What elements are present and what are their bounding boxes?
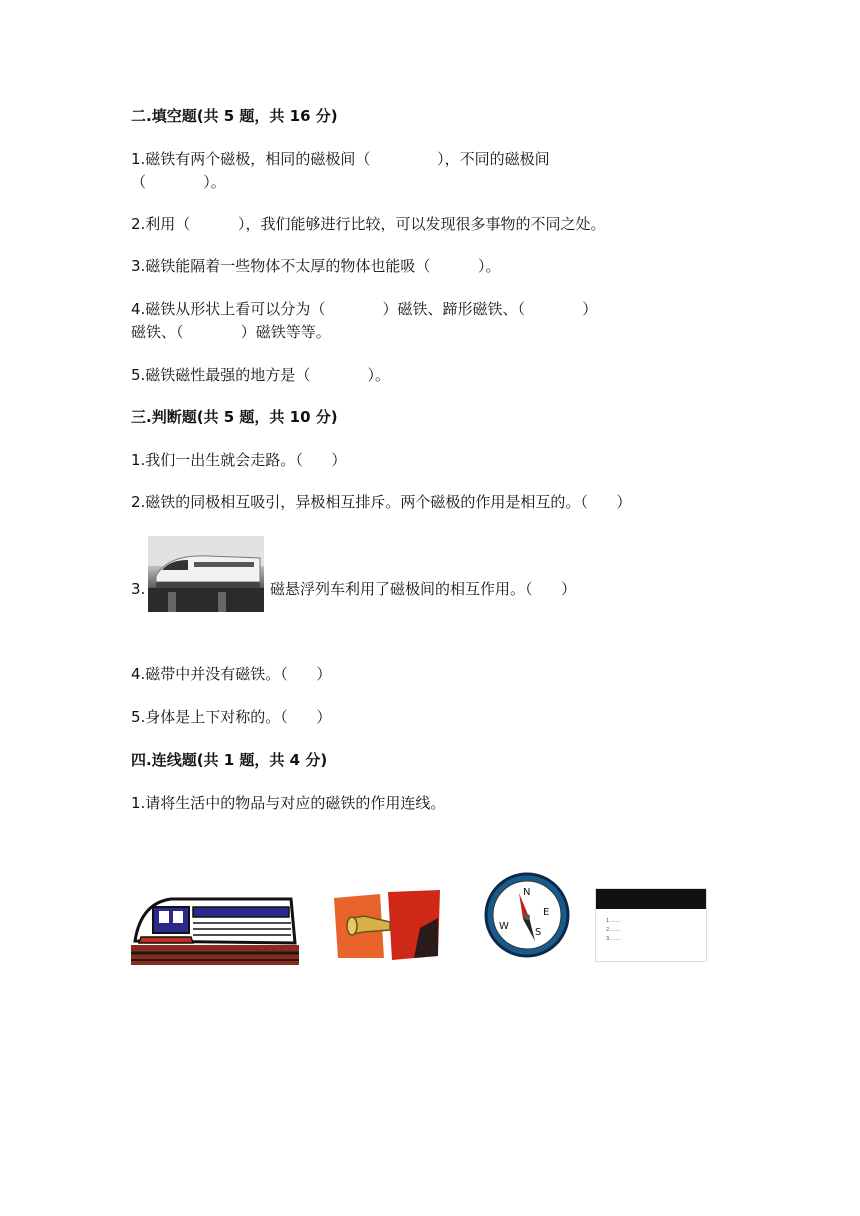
svg-text:W: W [499, 921, 509, 932]
fill-question-3: 3.磁铁能隔着一些物体不太厚的物体也能吸（ ）。 [131, 257, 501, 275]
card-text-line: 1.…… [606, 918, 621, 924]
matching-question-1: 1.请将生活中的物品与对应的磁铁的作用连线。 [131, 794, 446, 812]
fill-question-2: 2.利用（ ），我们能够进行比较，可以发现很多事物的不同之处。 [131, 215, 606, 233]
judge-question-2: 2.磁铁的同极相互吸引，异极相互排斥。两个磁极的作用是相互的。（ ） [131, 493, 632, 511]
section-2-heading: 二.填空题(共 5 题，共 16 分) [131, 107, 338, 125]
svg-text:E: E [543, 907, 550, 918]
judge-question-5: 5.身体是上下对称的。（ ） [131, 708, 332, 726]
maglev-train-photo [148, 536, 264, 612]
fill-question-4-line-1: 4.磁铁从形状上看可以分为（ ）磁铁、蹄形磁铁、（ ） [131, 300, 598, 318]
judge-question-4: 4.磁带中并没有磁铁。（ ） [131, 665, 332, 683]
fill-question-1-line-1: 1.磁铁有两个磁极，相同的磁极间（ ），不同的磁极间 [131, 150, 550, 168]
svg-text:N: N [523, 887, 531, 898]
magnetic-card-drawing [595, 888, 707, 962]
judge-question-3-text: 磁悬浮列车利用了磁极间的相互作用。（ ） [270, 580, 577, 598]
card-text-line: 3.…… [606, 936, 621, 942]
fill-question-4-line-2: 磁铁、（ ）磁铁等等。 [131, 323, 331, 341]
judge-question-3-number: 3. [131, 580, 146, 598]
judge-question-1: 1.我们一出生就会走路。（ ） [131, 451, 347, 469]
fill-question-1-line-2: （ ）。 [131, 173, 226, 191]
fill-question-5: 5.磁铁磁性最强的地方是（ ）。 [131, 366, 391, 384]
maglev-train-drawing [131, 893, 299, 965]
section-3-heading: 三.判断题(共 5 题，共 10 分) [131, 408, 338, 426]
compass-drawing [483, 871, 571, 959]
svg-text:S: S [535, 927, 542, 938]
section-4-heading: 四.连线题(共 1 题，共 4 分) [131, 751, 328, 769]
card-text-line: 2.…… [606, 927, 621, 933]
magnetic-door-catch-drawing [334, 888, 442, 960]
